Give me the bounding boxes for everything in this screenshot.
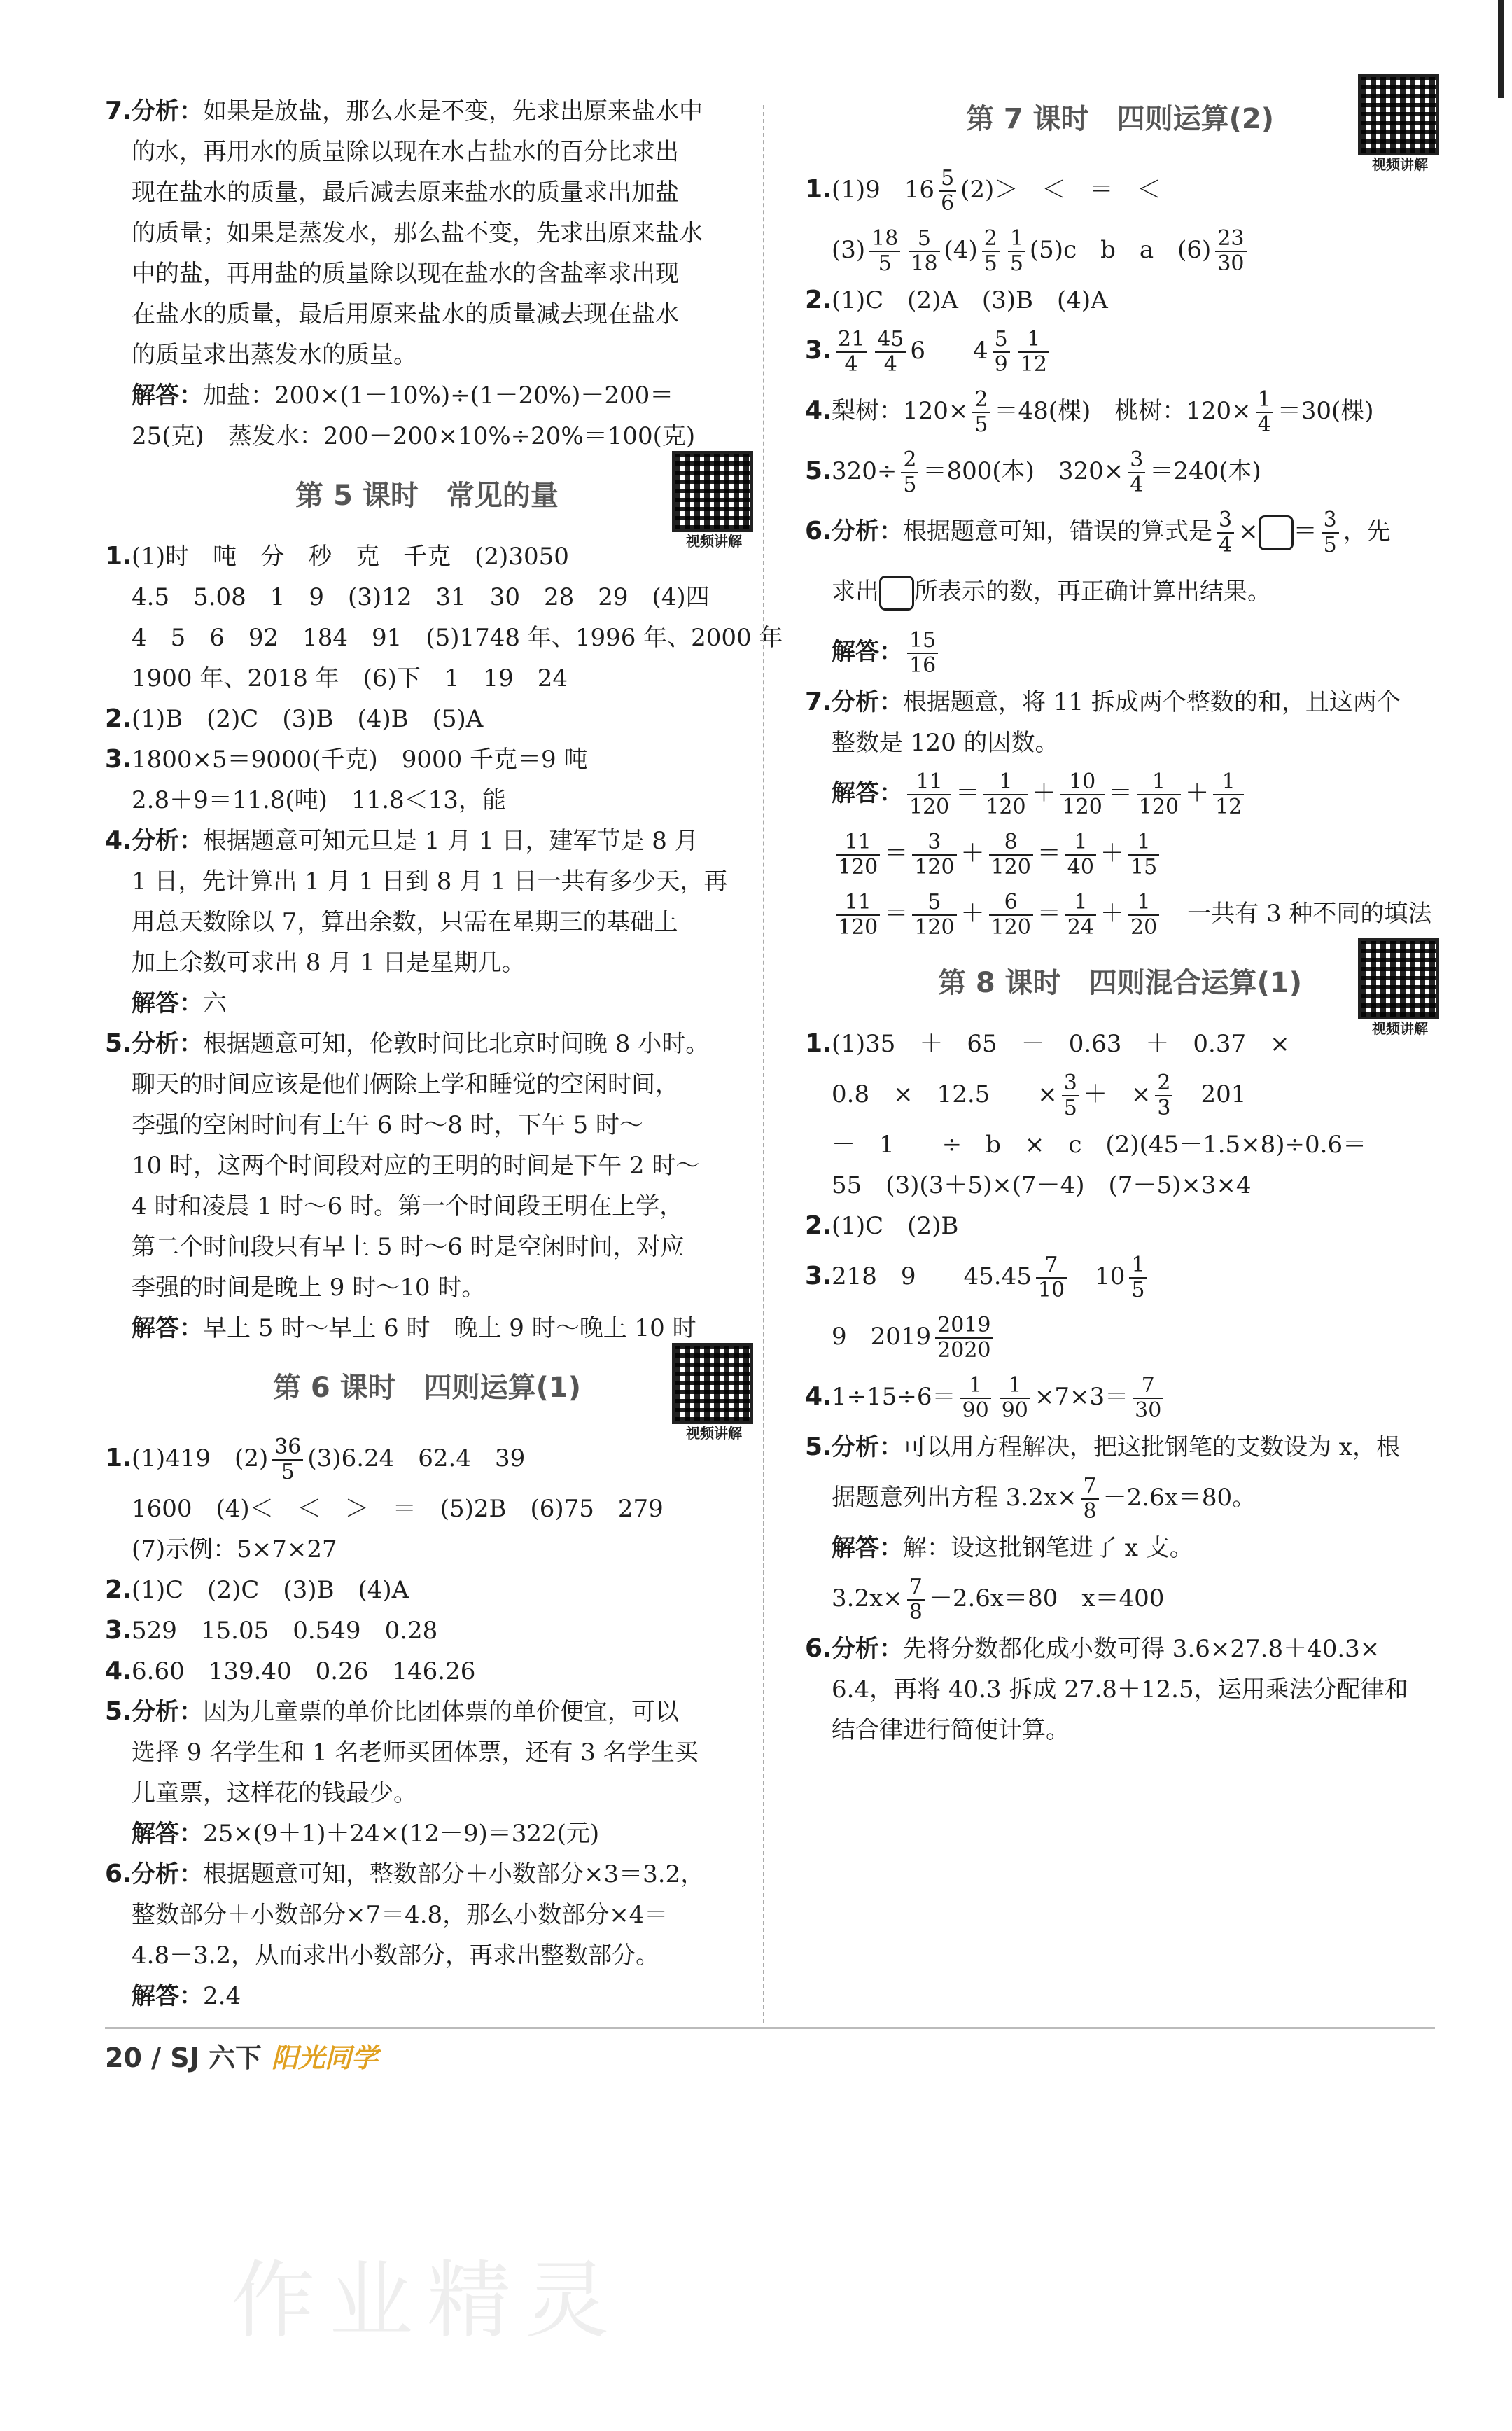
text-line: 4 5 6 92 184 91 (5)1748 年、1996 年、2000 年 [132, 624, 783, 652]
text-line: 6.分析：根据题意可知，错误的算式是 $\frac{3}{4}$ × ＝ $\frac{3}{5}$ ，先 [805, 501, 1435, 562]
question-number: 5. [805, 457, 832, 485]
text-line: 4.5 5.08 1 9 (3)12 31 30 28 29 (4)四 [132, 583, 710, 611]
question-number: 3. [805, 1262, 832, 1290]
fraction: $\frac{1}{20}$ [1128, 891, 1159, 940]
section-title: 第 6 课时 四则运算(1) [272, 1372, 582, 1404]
text-line: 据题意列出方程 3.2x× $\frac{7}{8}$ －2.6x＝80。 [832, 1474, 1256, 1524]
question-number: 6. [805, 517, 832, 545]
text-line: 1.(1)时 吨 分 秒 克 千克 (2)3050 [105, 536, 749, 577]
text-line: 加上余数可求出 8 月 1 日是星期几。 [132, 949, 526, 977]
text-line: 5.分析：根据题意可知，伦敦时间比北京时间晚 8 小时。 [105, 1024, 749, 1064]
section-6-header [105, 1354, 749, 1442]
text-line: 4.8－3.2，从而求出小数部分，再求出整数部分。 [132, 1942, 660, 1970]
fraction: $\frac{2}{5}$ [901, 448, 918, 497]
fraction: $\frac{5}{6}$ [939, 167, 956, 216]
qr-caption: 视频讲解 [1372, 156, 1428, 173]
section-5-header [105, 462, 749, 550]
qr-icon [1358, 938, 1439, 1019]
question-number: 4. [805, 1382, 832, 1411]
text-line: 在盐水的质量，最后用原来盐水的质量减去现在盐水 [132, 300, 679, 328]
question-number: 2. [805, 1211, 832, 1240]
qr-code[interactable] [672, 451, 756, 550]
column-divider [763, 105, 764, 2023]
fraction: $\frac{3}{120}$ [912, 830, 956, 879]
fraction: $\frac{18}{5}$ [869, 227, 900, 276]
text-line: 5.分析：因为儿童票的单价比团体票的单价便宜，可以 [105, 1692, 749, 1732]
text-line: (7)示例：5×7×27 [132, 1535, 337, 1563]
q7-analysis: 7.分析：如果是放盐，那么水是不变，先求出原来盐水中 [105, 91, 749, 132]
fraction: $\frac{6}{120}$ [989, 891, 1033, 940]
text-line: 解答：早上 5 时～早上 6 时 晚上 9 时～晚上 10 时 [132, 1314, 696, 1342]
text-line: 的水，再用水的质量除以现在水占盐水的百分比求出 [132, 138, 679, 166]
question-number: 1. [105, 542, 132, 571]
answer-label: 分析： [832, 1635, 903, 1663]
answer-label: 分析： [132, 1698, 203, 1726]
fraction: $\frac{45}{4}$ [875, 328, 906, 377]
fraction: $\frac{3}{5}$ [1062, 1071, 1079, 1120]
section-title: 第 7 课时 四则运算(2) [965, 103, 1275, 135]
text-line: 的质量；如果是蒸发水，那么盐不变，先求出原来盐水 [132, 219, 703, 247]
text-line: 李强的空闲时间有上午 6 时～8 时，下午 5 时～ [132, 1111, 643, 1139]
right-column [805, 91, 1435, 1750]
text-line: 中的盐，再用盐的质量除以现在盐水的含盐率求出现 [132, 260, 679, 288]
section-8-header [805, 949, 1435, 1037]
text-line: 结合律进行简便计算。 [832, 1716, 1070, 1744]
section-title: 第 5 课时 常见的量 [295, 480, 559, 512]
qr-icon [672, 451, 753, 532]
text-line: 现在盐水的质量，最后减去原来盐水的质量求出加盐 [132, 179, 679, 207]
fraction: $\frac{21}{4}$ [836, 328, 867, 377]
text-line: 55 (3)(3＋5)×(7－4) (7－5)×3×4 [832, 1171, 1252, 1199]
text-line: 的质量求出蒸发水的质量。 [132, 341, 417, 369]
text-line: 3.529 15.05 0.549 0.28 [105, 1610, 749, 1651]
answer-label: 分析： [132, 97, 203, 125]
text-line: 25(克) 蒸发水：200－200×10%÷20%＝100(克) [132, 422, 696, 450]
fraction: $\frac{5}{9}$ [993, 328, 1010, 377]
text-line: 整数是 120 的因数。 [832, 729, 1059, 757]
qr-icon [672, 1343, 753, 1424]
question-number: 4. [105, 1657, 132, 1685]
qr-icon [1358, 74, 1439, 155]
question-number: 3. [105, 745, 132, 774]
fraction: $\frac{1}{40}$ [1065, 830, 1096, 879]
brand-logo: 阳光同学 [272, 2042, 379, 2073]
qr-code[interactable] [672, 1343, 756, 1442]
text-line: 第二个时间段只有早上 5 时～6 时是空闲时间，对应 [132, 1233, 685, 1261]
answer-label: 解答： [132, 989, 203, 1017]
section-7-header [805, 85, 1435, 173]
question-number: 5. [805, 1433, 832, 1461]
blank-box [1259, 515, 1294, 550]
question-number: 3. [105, 1616, 132, 1645]
question-number: 1. [105, 1444, 132, 1472]
fraction: $\frac{7}{30}$ [1133, 1374, 1163, 1423]
text-line [805, 622, 1435, 682]
text-line: 1.(1)35 ＋ 65 － 0.63 ＋ 0.37 × [805, 1024, 1435, 1064]
text-line: 解答：解：设这批钢笔进了 x 支。 [832, 1534, 1194, 1562]
text-line: 4.1÷15÷6＝ $\frac{1}{90}$ $\frac{1}{90}$ ×7×3＝ $\frac{7}{30}$ [805, 1367, 1435, 1427]
blank-box [879, 576, 914, 611]
text-line: 3.218 9 45.45 $\frac{7}{10}$ 10 $\frac{1}{5}$ [805, 1246, 1435, 1307]
answer-label: 分析： [132, 1860, 203, 1888]
answer-label: 分析： [832, 517, 903, 545]
fraction: $\frac{5}{120}$ [912, 891, 956, 940]
text-line: $\frac{11}{120}$ ＝ $\frac{3}{120}$ ＋ $\frac{8}{120}$ ＝ $\frac{1}{40}$ ＋ $\frac{1}{15}$ [805, 823, 1435, 884]
text-line: － 1 ÷ b × c (2)(45－1.5×8)÷0.6＝ [832, 1131, 1367, 1159]
q7-answer: 解答：加盐：200×(1－10%)÷(1－20%)－200＝ [132, 382, 674, 410]
text-line: 选择 9 名学生和 1 名老师买团体票，还有 3 名学生买 [132, 1739, 699, 1767]
fraction: $\frac{3}{5}$ [1322, 508, 1339, 557]
fraction: $\frac{1}{24}$ [1065, 891, 1096, 940]
answer-label: 分析： [832, 688, 903, 716]
text-line: 1900 年、2018 年 (6)下 1 19 24 [132, 664, 568, 692]
question-number: 5. [105, 1029, 132, 1058]
text-line: 7.分析：根据题意，将 11 拆成两个整数的和，且这两个 [805, 682, 1435, 723]
text-line: 1 日，先计算出 1 月 1 日到 8 月 1 日一共有多少天，再 [132, 868, 728, 896]
answer-label: 分析： [132, 1030, 203, 1058]
question-number: 1. [805, 1029, 832, 1058]
text-line: 用总天数除以 7，算出余数，只需在星期三的基础上 [132, 908, 678, 936]
question-number: 7. [105, 97, 132, 125]
question-number: 2. [805, 286, 832, 314]
fraction: $\frac{7}{8}$ [1082, 1475, 1099, 1524]
answer-label: 解答： [132, 1314, 203, 1342]
text-line: 9 2019 $\frac{2019}{2020}$ [805, 1307, 1435, 1367]
text-line: 儿童票，这样花的钱最少。 [132, 1779, 417, 1807]
question-number: 7. [805, 688, 832, 716]
text-line: 6.4，再将 40.3 拆成 27.8＋12.5，运用乘法分配律和 [832, 1676, 1408, 1704]
fraction: $\frac{1}{12}$ [1213, 770, 1244, 819]
fraction: $\frac{1}{5}$ [1129, 1253, 1147, 1302]
qr-caption: 视频讲解 [1372, 1020, 1428, 1037]
text-line: 求出 所表示的数，再正确计算出结果。 [805, 562, 1435, 622]
fraction: $\frac{1}{5}$ [1008, 227, 1026, 276]
answer-label: 解答： [832, 779, 903, 807]
fraction: $\frac{1}{90}$ [960, 1374, 991, 1423]
fraction: $\frac{11}{120}$ [907, 770, 951, 819]
fraction: $\frac{36}{5}$ [272, 1435, 303, 1484]
fraction: $\frac{5}{18}$ [909, 227, 939, 276]
answer-label: 解答： [132, 382, 203, 410]
text-line: 2.(1)C (2)C (3)B (4)A [105, 1570, 749, 1610]
fraction: $\frac{11}{120}$ [836, 830, 880, 879]
fraction: $\frac{2}{5}$ [982, 227, 1000, 276]
watermark: 作业精灵 [231, 2252, 623, 2350]
text-line: 1.(1)9 16 $\frac{5}{6}$ (2)＞ ＜ ＝ ＜ [805, 160, 1435, 220]
fraction: $\frac{7}{8}$ [907, 1575, 925, 1624]
text-line: 3.2x× $\frac{7}{8}$ －2.6x＝80 x＝400 [832, 1575, 1165, 1624]
text-line: 0.8 × 12.5 × $\frac{3}{5}$ ＋ × $\frac{2}{3}$ 201 [832, 1071, 1247, 1120]
fraction: $\frac{1}{15}$ [1128, 830, 1159, 879]
text-line: 6.分析：先将分数都化成小数可得 3.6×27.8＋40.3× [805, 1629, 1435, 1669]
fraction: $\frac{3}{4}$ [1128, 448, 1145, 497]
text-line: 解答：六 [132, 989, 227, 1017]
text-line: 李强的时间是晚上 9 时～10 时。 [132, 1274, 486, 1302]
qr-caption: 视频讲解 [686, 1425, 742, 1442]
fraction: $\frac{1}{90}$ [1000, 1374, 1030, 1423]
text-line: $\frac{11}{120}$ ＝ $\frac{5}{120}$ ＋ $\frac{6}{120}$ ＝ $\frac{1}{24}$ ＋ $\frac{1}{20}$ 一共有 3 种不同的填法 [805, 884, 1435, 944]
text-line: 6.分析：根据题意可知，整数部分＋小数部分×3＝3.2， [105, 1854, 749, 1895]
qr-code[interactable] [1358, 74, 1442, 174]
question-number: 3. [805, 336, 832, 365]
text-line: 4 时和凌晨 1 时～6 时。第一个时间段王明在上学， [132, 1192, 684, 1220]
text-line: 10 时，这两个时间段对应的王明的时间是下午 2 时～ [132, 1152, 700, 1180]
text-line: 4.6.60 139.40 0.26 146.26 [105, 1651, 749, 1692]
text-line: 3. $\frac{21}{4}$ $\frac{45}{4}$ 6 4 $\frac{5}{9}$ $\frac{1}{12}$ [805, 321, 1435, 381]
text-line: 5.320÷ $\frac{2}{5}$ ＝800(本) 320× $\frac{3}{4}$ ＝240(本) [805, 441, 1435, 501]
fraction: $\frac{2}{3}$ [1155, 1071, 1172, 1120]
text-line: 2.(1)B (2)C (3)B (4)B (5)A [105, 699, 749, 739]
fraction: $\frac{1}{4}$ [1256, 388, 1273, 437]
fraction: $\frac{2019}{2020}$ [935, 1314, 993, 1363]
text-line: (3) $\frac{18}{5}$ $\frac{5}{18}$ (4) $\frac{2}{5}$ $\frac{1}{5}$ (5)c b a (6) $\frac{23}{30}$ [805, 220, 1435, 280]
fraction: $\frac{15}{16}$ [907, 629, 938, 678]
answer-label: 解答： [132, 1820, 203, 1848]
question-number: 4. [805, 396, 832, 425]
edge-mark [1498, 0, 1504, 98]
question-number: 6. [805, 1634, 832, 1663]
answer-label: 分析： [832, 1433, 903, 1461]
question-number: 5. [105, 1697, 132, 1726]
fraction: $\frac{7}{10}$ [1036, 1253, 1067, 1302]
text-line: 2.8＋9＝11.8(吨) 11.8＜13，能 [132, 786, 506, 814]
fraction: $\frac{11}{120}$ [836, 891, 880, 940]
fraction: $\frac{1}{120}$ [1137, 770, 1181, 819]
fraction: $\frac{8}{120}$ [989, 830, 1033, 879]
answer-label: 解答： [832, 1534, 903, 1562]
text-line: 1600 (4)＜ ＜ ＞ ＝ (5)2B (6)75 279 [132, 1495, 664, 1523]
question-number: 4. [105, 826, 132, 855]
fraction: $\frac{23}{30}$ [1215, 227, 1246, 276]
section-title: 第 8 课时 四则混合运算(1) [937, 967, 1303, 999]
answer-label: 解答： [832, 638, 903, 666]
qr-caption: 视频讲解 [686, 533, 742, 550]
text-line: 整数部分＋小数部分×7＝4.8，那么小数部分×4＝ [132, 1901, 668, 1929]
question-number: 2. [105, 1575, 132, 1604]
page-footer [105, 2027, 1435, 2099]
text-line: 2.(1)C (2)B [805, 1206, 1435, 1246]
fraction: $\frac{3}{4}$ [1217, 508, 1234, 557]
text-line: 2.(1)C (2)A (3)B (4)A [805, 280, 1435, 321]
fraction: $\frac{10}{120}$ [1060, 770, 1105, 819]
text-line: 4.梨树：120× $\frac{2}{5}$ ＝48(棵) 桃树：120× $\frac{1}{4}$ ＝30(棵) [805, 381, 1435, 441]
fraction: $\frac{2}{5}$ [972, 388, 990, 437]
question-number: 1. [805, 175, 832, 204]
text-line: 1.(1)419 (2) $\frac{36}{5}$ (3)6.24 62.4 39 [105, 1428, 749, 1489]
question-number: 2. [105, 704, 132, 733]
question-number: 6. [105, 1860, 132, 1888]
text-line: 4.分析：根据题意可知元旦是 1 月 1 日，建军节是 8 月 [105, 821, 749, 861]
fraction: $\frac{1}{12}$ [1018, 328, 1049, 377]
text-line: 3.1800×5＝9000(千克) 9000 千克＝9 吨 [105, 739, 749, 780]
text-line: 解答： $\frac{11}{120}$ ＝ $\frac{1}{120}$ ＋ $\frac{10}{120}$ ＝ $\frac{1}{120}$ ＋ $\frac{1}{12}$ [805, 763, 1435, 823]
answer-label: 分析： [132, 827, 203, 855]
text-line: 聊天的时间应该是他们俩除上学和睡觉的空闲时间， [132, 1071, 679, 1099]
page-number: 20 / SJ 六下 阳光同学 [105, 2042, 379, 2073]
fraction: $\frac{1}{120}$ [983, 770, 1028, 819]
qr-code[interactable] [1358, 938, 1442, 1038]
left-column [105, 91, 783, 2016]
text-line: 5.分析：可以用方程解决，把这批钢笔的支数设为 x，根 [805, 1427, 1435, 1468]
text-line: 解答：25×(9＋1)＋24×(12－9)＝322(元) [132, 1820, 600, 1848]
answer-label: 解答： [132, 1982, 203, 2010]
text-line: 解答：2.4 [132, 1982, 241, 2010]
